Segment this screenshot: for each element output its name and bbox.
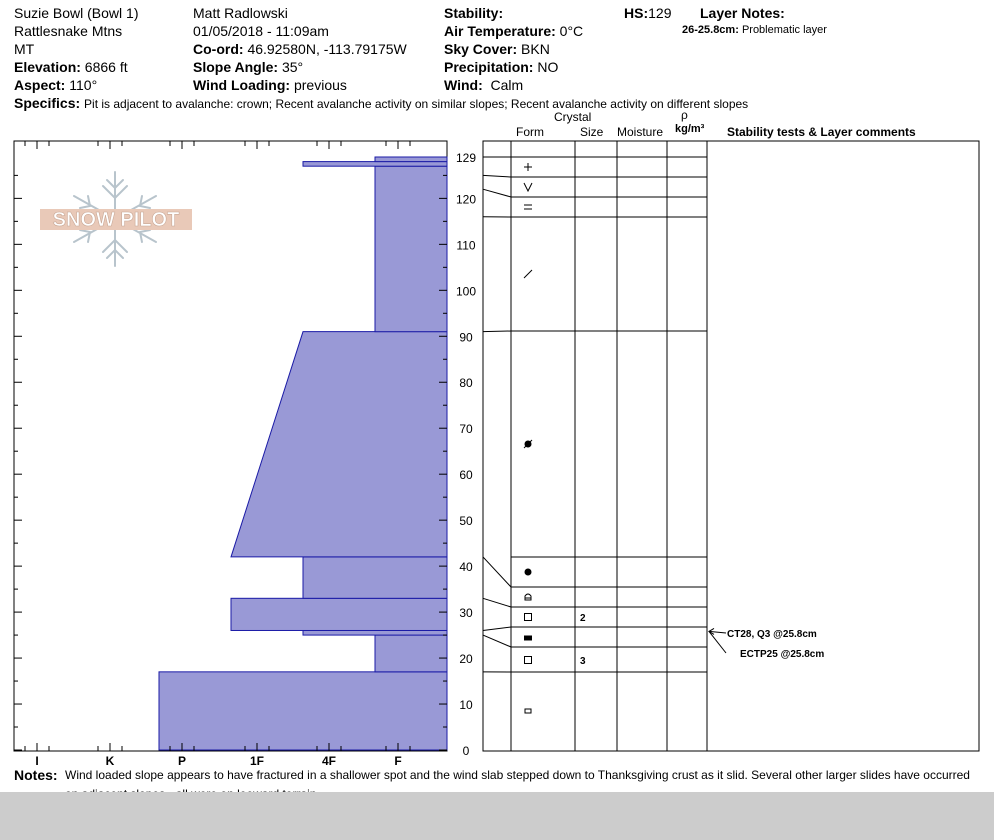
- col-density-unit: kg/m³: [675, 123, 705, 135]
- page-footer-band: [0, 792, 994, 840]
- wind-loading-value: previous: [293, 77, 347, 93]
- precip-particles-symbol-icon: [524, 163, 532, 171]
- y-tick-label: 100: [455, 284, 477, 299]
- test-pointer-line: [709, 631, 726, 653]
- layer-connector: [483, 557, 511, 587]
- y-tick-label: 60: [459, 468, 473, 483]
- stability-label: Stability:: [444, 5, 504, 21]
- elevation-value: 6866 ft: [84, 59, 128, 75]
- layer-connector: [483, 635, 511, 647]
- hardness-bar: [303, 630, 447, 635]
- hardness-bar: [375, 157, 447, 162]
- layer-note-range: 26-25.8cm:: [682, 24, 739, 36]
- x-tick-label: P: [177, 754, 187, 768]
- aspect-label: Aspect:: [14, 77, 66, 93]
- slope-label: Slope Angle:: [193, 59, 279, 75]
- specifics-text: Pit is adjacent to avalanche: crown; Recent avalanche activity on similar slopes; Recent avalanche activity on different slopes: [84, 97, 749, 111]
- hardness-bar: [303, 162, 447, 167]
- y-tick-label: 70: [459, 422, 473, 437]
- y-tick-label: 129: [455, 151, 477, 165]
- wind-label: Wind:: [444, 77, 483, 93]
- y-tick-label: 120: [455, 192, 477, 207]
- elevation-label: Elevation:: [14, 59, 81, 75]
- layer-connector: [483, 627, 511, 630]
- col-rho: ρ: [681, 108, 688, 122]
- hardness-bar: [231, 598, 447, 630]
- y-tick-label: 10: [459, 698, 473, 713]
- notes-label: Notes:: [14, 767, 58, 783]
- y-tick-label: 90: [459, 330, 473, 345]
- x-tick-label: K: [105, 754, 115, 768]
- rounds-symbol-icon: [525, 569, 532, 576]
- precip-label: Precipitation:: [444, 59, 534, 75]
- y-tick-label: 20: [459, 652, 473, 667]
- slope-value: 35°: [281, 59, 304, 75]
- decomposing-symbol-icon: [524, 205, 532, 209]
- hardness-bar: [303, 557, 447, 598]
- col-size: Size: [580, 125, 604, 139]
- observation-datetime: 01/05/2018 - 11:09am: [193, 23, 329, 39]
- coord-value: 46.92580N, -113.79175W: [247, 41, 407, 57]
- col-moisture: Moisture: [617, 125, 664, 139]
- coord-label: Co-ord:: [193, 41, 244, 57]
- observer-name: Matt Radlowski: [193, 5, 288, 21]
- notes-line-1: Wind loaded slope appears to have fractured in a shallower spot and the wind slab stepped down to Thanksgiving crust as it slid. Several other larger slides have occurred: [65, 768, 970, 782]
- logo-text: SNOW PILOT: [52, 209, 180, 231]
- hardness-bar: [375, 166, 447, 331]
- layer-connector: [483, 331, 511, 332]
- layer-notes-label: Layer Notes:: [700, 5, 785, 21]
- x-tick-label: I: [35, 754, 39, 768]
- y-tick-label: 80: [459, 376, 473, 391]
- hs-label: HS:: [624, 5, 649, 21]
- wind-loading-label: Wind Loading:: [193, 77, 291, 93]
- ice-crust-symbol-icon: [524, 636, 532, 641]
- col-crystal: Crystal: [554, 110, 592, 124]
- col-stability-tests: Stability tests & Layer comments: [727, 125, 916, 139]
- mountain-range: Rattlesnake Mtns: [14, 23, 123, 39]
- stability-test-label: ECTP25 @25.8cm: [740, 649, 825, 660]
- x-tick-label: F: [394, 754, 402, 768]
- hardness-bar: [375, 635, 447, 672]
- surface-hoar-symbol-icon: [524, 183, 532, 191]
- layer-table-frame: [483, 141, 979, 751]
- sky-value: BKN: [521, 41, 550, 57]
- stability-test-label: CT28, Q3 @25.8cm: [727, 629, 817, 640]
- faceted-rounds-symbol-icon: [524, 270, 532, 278]
- melt-form-cluster-symbol-icon: [525, 709, 531, 713]
- hs-value: 129: [648, 5, 672, 21]
- depth-hoar-symbol-icon: [525, 594, 531, 600]
- sky-label: Sky Cover:: [444, 41, 518, 57]
- size-value: 3: [580, 656, 586, 667]
- facets-symbol-icon: [525, 614, 532, 621]
- hardness-bar: [231, 332, 447, 557]
- specifics-label: Specifics:: [14, 95, 81, 111]
- precip-value: NO: [537, 59, 559, 75]
- col-form: Form: [516, 125, 544, 139]
- layer-connector: [483, 175, 511, 177]
- wind-value: Calm: [490, 77, 524, 93]
- air-temp-label: Air Temperature:: [444, 23, 556, 39]
- layer-note-text: Problematic layer: [741, 24, 827, 36]
- y-tick-label: 30: [459, 606, 473, 621]
- location-name: Suzie Bowl (Bowl 1): [14, 5, 139, 21]
- state: MT: [14, 41, 35, 57]
- layer-connector: [483, 189, 511, 197]
- aspect-value: 110°: [69, 77, 98, 93]
- air-temp-value: 0°C: [559, 23, 584, 39]
- snowpilot-logo: [40, 172, 192, 266]
- y-tick-label: 110: [456, 238, 476, 253]
- y-tick-label: 50: [459, 514, 473, 529]
- x-tick-label: 1F: [249, 754, 265, 768]
- y-tick-label: 40: [459, 560, 473, 575]
- hardness-bar: [159, 672, 447, 750]
- x-tick-label: 4F: [321, 754, 337, 768]
- size-value: 2: [580, 613, 586, 624]
- y-tick-label: 0: [462, 744, 470, 758]
- facets-symbol-icon: [525, 657, 532, 664]
- layer-connector: [483, 598, 511, 607]
